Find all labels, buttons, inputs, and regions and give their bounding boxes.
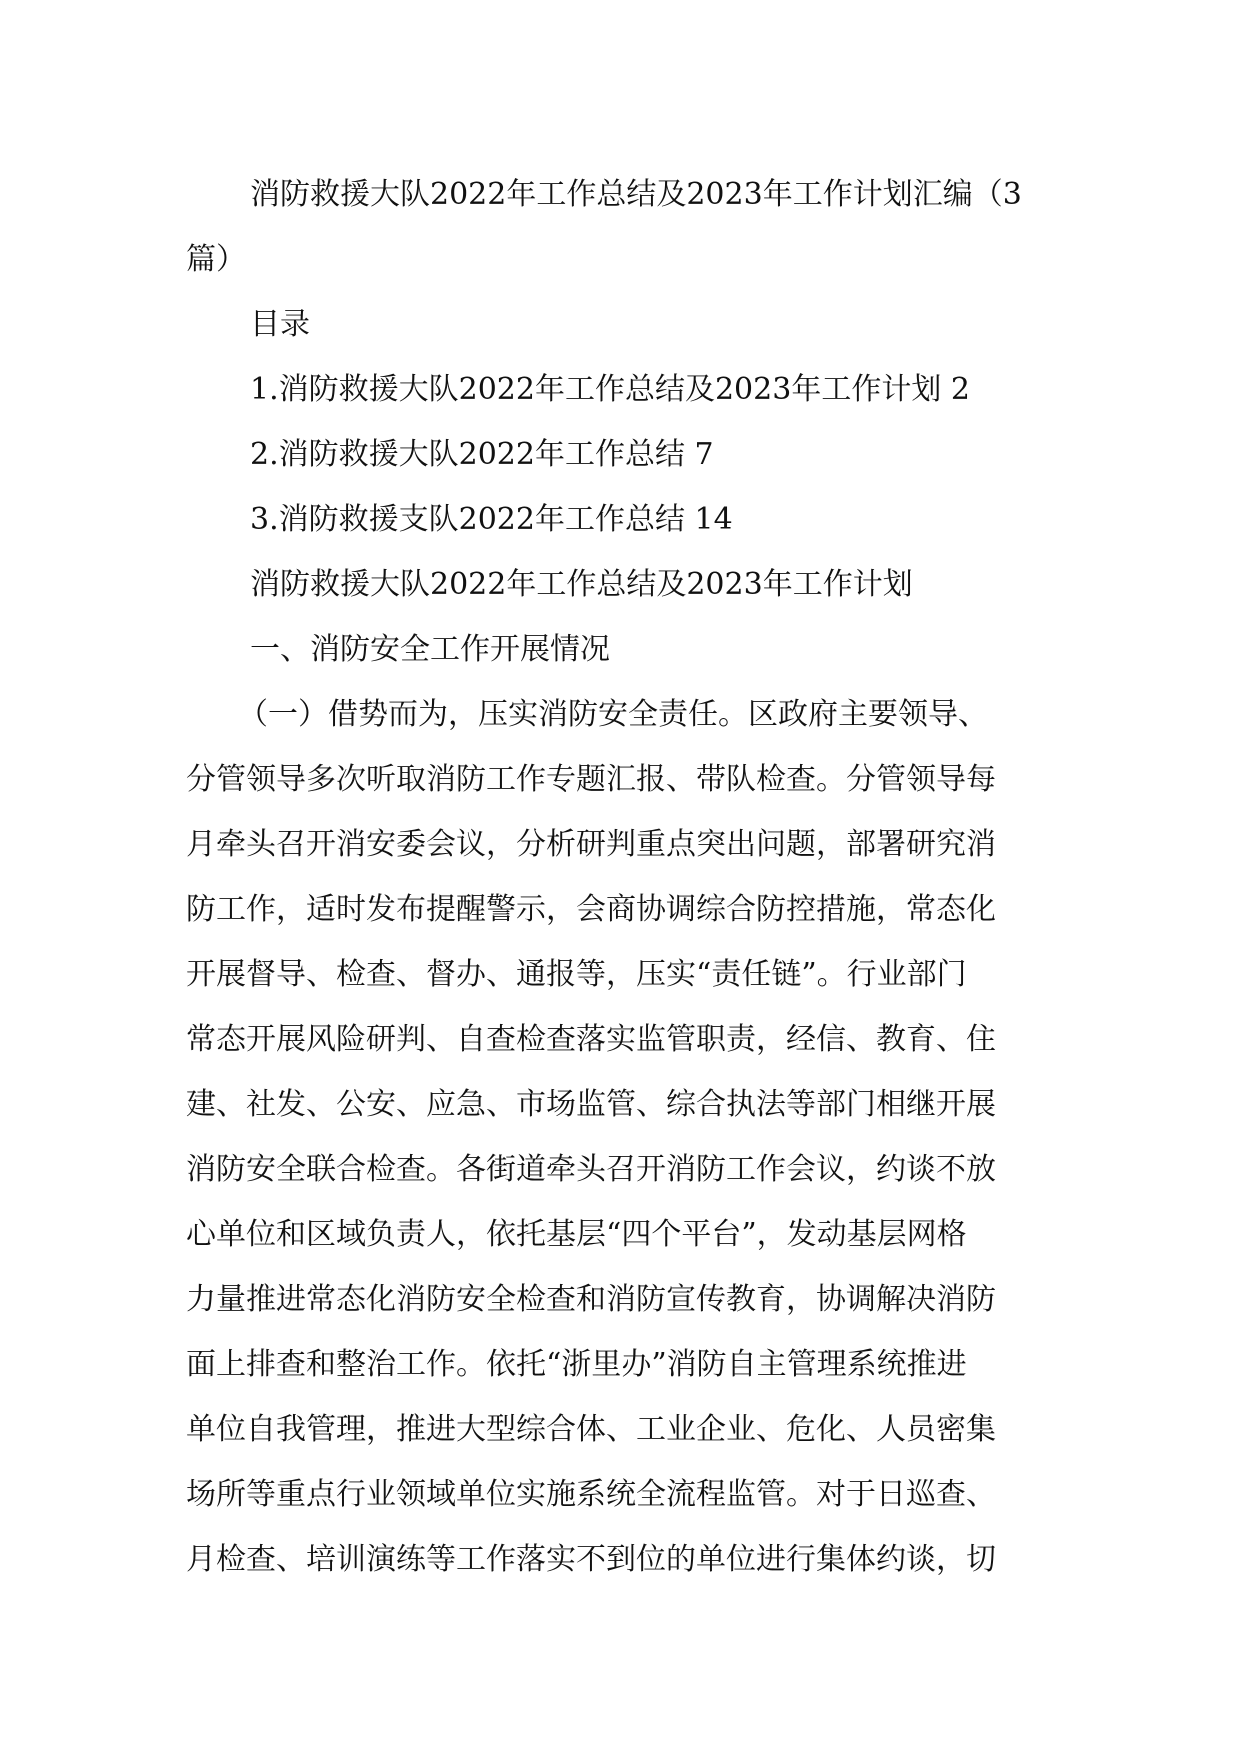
toc-item-3: 3.消防救援支队2022年工作总结 14: [250, 502, 733, 537]
paragraph-1: [186, 682, 1054, 1592]
document-title-continuation: 篇）: [186, 242, 246, 277]
paragraph-line: 场所等重点行业领域单位实施系统全流程监管。对于日巡查、: [186, 1477, 996, 1512]
section-title: 消防救援大队2022年工作总结及2023年工作计划: [250, 567, 913, 602]
paragraph-line: 开展督导、检查、督办、通报等，压实“责任链”。行业部门: [186, 957, 967, 992]
paragraph-line: 月牵头召开消安委会议，分析研判重点突出问题，部署研究消: [186, 827, 996, 862]
toc-heading: 目录: [250, 307, 310, 342]
paragraph-line: 单位自我管理，推进大型综合体、工业企业、危化、人员密集: [186, 1412, 996, 1447]
paragraph-line: 心单位和区域负责人，依托基层“四个平台”，发动基层网格: [186, 1217, 967, 1252]
paragraph-line: 面上排查和整治工作。依托“浙里办”消防自主管理系统推进: [186, 1347, 967, 1382]
paragraph-line: 消防安全联合检查。各街道牵头召开消防工作会议，约谈不放: [186, 1152, 996, 1187]
paragraph-line: 建、社发、公安、应急、市场监管、综合执法等部门相继开展: [186, 1087, 996, 1122]
heading-1: 一、消防安全工作开展情况: [250, 632, 610, 667]
toc-item-1: 1.消防救援大队2022年工作总结及2023年工作计划 2: [250, 372, 970, 407]
paragraph-line: 力量推进常态化消防安全检查和消防宣传教育，协调解决消防: [186, 1282, 996, 1317]
document-content: [186, 162, 1054, 1592]
document-title: 消防救援大队2022年工作总结及2023年工作计划汇编（3: [250, 177, 1022, 212]
paragraph-line: 防工作，适时发布提醒警示，会商协调综合防控措施，常态化: [186, 892, 996, 927]
paragraph-line: 分管领导多次听取消防工作专题汇报、带队检查。分管领导每: [186, 762, 996, 797]
paragraph-line: （一）借势而为，压实消防安全责任。区政府主要领导、: [238, 697, 988, 732]
paragraph-line: 月检查、培训演练等工作落实不到位的单位进行集体约谈，切: [186, 1542, 996, 1577]
toc-item-2: 2.消防救援大队2022年工作总结 7: [250, 437, 714, 472]
paragraph-line: 常态开展风险研判、自查检查落实监管职责，经信、教育、住: [186, 1022, 996, 1057]
